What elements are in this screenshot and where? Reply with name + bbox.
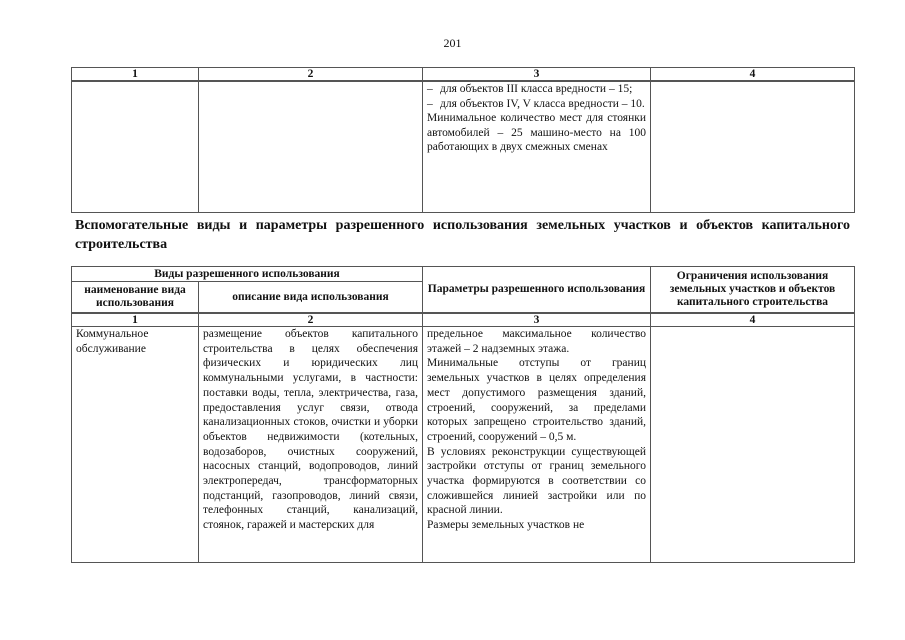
table-row <box>72 327 855 563</box>
dash-bullet: – <box>427 97 433 110</box>
list-item-text: для объектов IV, V класса вредности – 10. <box>440 97 645 110</box>
list-item-text: для объектов III класса вредности – 15; <box>440 83 633 95</box>
param-paragraph: Минимальные отступы от границ земельных участков в целях определения мест допустимого размещения зданий, строений, сооружений, за пределами которых запрещено строительство зданий, строений, сооружений – 0,5 м. <box>427 357 646 443</box>
header-group-title: Виды разрешенного использования <box>72 267 423 282</box>
column-number: 4 <box>651 313 855 327</box>
parking-requirement-text: Минимальное количество мест для стоянки автомобилей – 25 машино-место на 100 работающих в двух смежных сменах <box>427 112 646 153</box>
header-limits: Ограничения использования земельных участков и объектов капитального строительства <box>651 267 855 314</box>
column-number: 3 <box>423 68 651 82</box>
cell-name <box>72 81 199 213</box>
cell-params <box>423 81 651 213</box>
cell-params <box>423 327 651 563</box>
section-heading: Вспомогательные виды и параметры разрешенного использования земельных участков и объектов капитального строительства <box>75 218 850 252</box>
continued-table <box>71 67 855 213</box>
auxiliary-uses-table <box>71 266 855 563</box>
list-item <box>427 82 646 97</box>
column-number-row <box>72 68 855 82</box>
column-number: 2 <box>199 68 423 82</box>
cell-description <box>199 81 423 213</box>
cell-limits <box>651 81 855 213</box>
header-row <box>72 267 855 282</box>
column-number-row <box>72 313 855 327</box>
cell-description: размещение объектов капитального строительства в целях обеспечения физических и юридических лиц коммунальными услугами, в частности: поставки воды, тепла, электричества, газа, предоставления услуг связи, отвода канализационных стоков, очистки и уборки объектов недвижимости (котельных, водозаборов, очистных сооружений, насосных станций, водопроводов, линий электропередач, трансформаторных подстанций, газопроводов, линий связи, телефонных станций, канализаций, стоянок, гаражей и мастерских для <box>199 327 423 563</box>
column-number: 2 <box>199 313 423 327</box>
cell-name: Коммунальное обслуживание <box>72 327 199 563</box>
column-number: 1 <box>72 68 199 82</box>
param-paragraph: предельное максимальное количество этажей – 2 надземных этажа. <box>427 328 646 355</box>
column-number: 1 <box>72 313 199 327</box>
param-paragraph: В условиях реконструкции существующей застройки отступы от границ земельного участка формируются в соответствии со сложившейся линией застройки или по красной линии. <box>427 445 646 517</box>
column-number: 4 <box>651 68 855 82</box>
dash-bullet: – <box>427 83 433 95</box>
cell-limits <box>651 327 855 563</box>
list-item <box>427 97 646 112</box>
header-description: описание вида использования <box>199 282 423 314</box>
header-params: Параметры разрешенного использования <box>423 267 651 314</box>
table-row <box>72 81 855 213</box>
column-number: 3 <box>423 313 651 327</box>
param-paragraph: Размеры земельных участков не <box>427 519 585 532</box>
page-number: 201 <box>443 36 462 50</box>
header-name: наименование вида использования <box>72 282 199 314</box>
